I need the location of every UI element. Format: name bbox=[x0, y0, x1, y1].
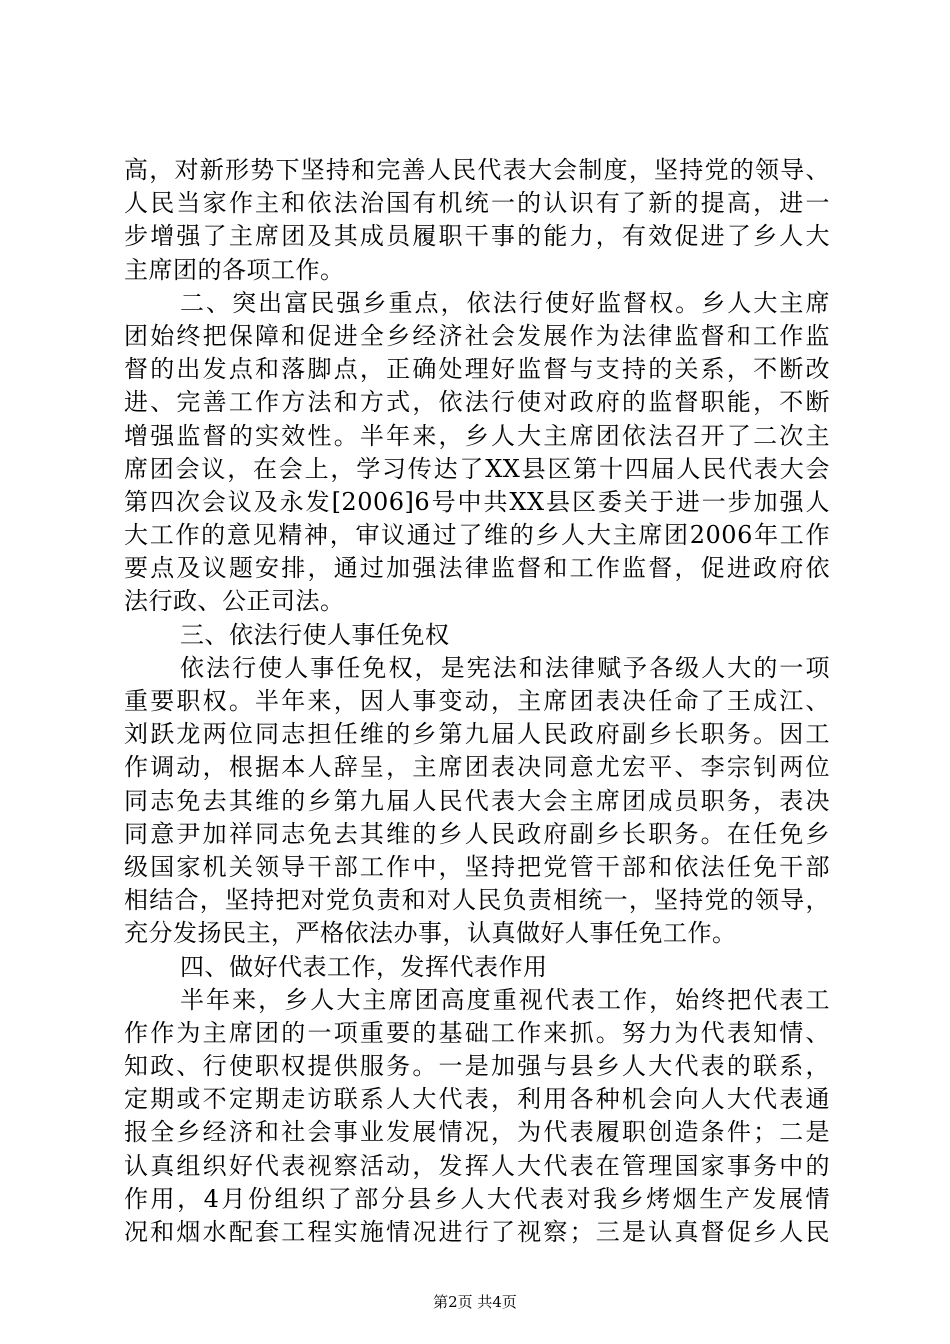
text-line: 级国家机关领导干部工作中，坚持把党管干部和依法任免干部 bbox=[124, 852, 830, 881]
text-line: 团始终把保障和促进全乡经济社会发展作为法律监督和工作监 bbox=[124, 321, 830, 350]
text-line: 充分发扬民主，严格依法办事，认真做好人事任免工作。 bbox=[124, 919, 737, 948]
text-line: 况和烟水配套工程实施情况进行了视察；三是认真督促乡人民 bbox=[124, 1218, 830, 1246]
text-line: 步增强了主席团及其成员履职干事的能力，有效促进了乡人大 bbox=[124, 222, 830, 251]
text-line: 报全乡经济和社会事业发展情况，为代表履职创造条件；二是 bbox=[124, 1118, 830, 1147]
text-line: 作作为主席团的一项重要的基础工作来抓。努力为代表知情、 bbox=[124, 1018, 830, 1047]
text-line: 高，对新形势下坚持和完善人民代表大会制度，坚持党的领导、 bbox=[124, 156, 830, 184]
text-line: 作用，4月份组织了部分县乡人大代表对我乡烤烟生产发展情 bbox=[124, 1184, 830, 1213]
text-line: 三、依法行使人事任免权 bbox=[180, 620, 450, 649]
text-line: 重要职权。半年来，因人事变动，主席团表决任命了王成江、 bbox=[124, 687, 830, 715]
text-line: 同志免去其维的乡第九届人民代表大会主席团成员职务，表决 bbox=[124, 786, 830, 815]
text-line: 认真组织好代表视察活动，发挥人大代表在管理国家事务中的 bbox=[124, 1151, 830, 1180]
text-line: 法行政、公正司法。 bbox=[124, 587, 345, 616]
text-line: 进、完善工作方法和方式，依法行使对政府的监督职能，不断 bbox=[124, 388, 830, 417]
text-line: 半年来，乡人大主席团高度重视代表工作，始终把代表工 bbox=[180, 985, 830, 1014]
text-line: 席团会议，在会上，学习传达了XX县区第十四届人民代表大会 bbox=[124, 454, 830, 483]
text-line: 依法行使人事任免权，是宪法和法律赋予各级人大的一项 bbox=[180, 653, 830, 682]
text-line: 要点及议题安排，通过加强法律监督和工作监督，促进政府依 bbox=[124, 554, 830, 583]
text-line: 第四次会议及永发[2006]6号中共XX县区委关于进一步加强人 bbox=[124, 487, 830, 516]
page-footer bbox=[0, 1292, 950, 1312]
text-line: 主席团的各项工作。 bbox=[124, 255, 345, 284]
text-line: 定期或不定期走访联系人大代表，利用各种机会向人大代表通 bbox=[124, 1085, 830, 1114]
text-line: 知政、行使职权提供服务。一是加强与县乡人大代表的联系， bbox=[124, 1052, 830, 1081]
text-line: 人民当家作主和依法治国有机统一的认识有了新的提高，进一 bbox=[124, 189, 830, 218]
text-line: 二、突出富民强乡重点，依法行使好监督权。乡人大主席 bbox=[180, 288, 830, 317]
text-line: 作调动，根据本人辞呈，主席团表决同意尤宏平、李宗钊两位 bbox=[124, 753, 830, 782]
document-body bbox=[124, 154, 830, 1249]
text-line: 大工作的意见精神，审议通过了维的乡人大主席团2006年工作 bbox=[124, 521, 830, 550]
page-number: 第2页 共4页 bbox=[433, 1293, 517, 1311]
text-line: 督的出发点和落脚点，正确处理好监督与支持的关系，不断改 bbox=[124, 355, 830, 384]
text-line: 同意尹加祥同志免去其维的乡人民政府副乡长职务。在任免乡 bbox=[124, 819, 830, 848]
text-line: 相结合，坚持把对党负责和对人民负责相统一，坚持党的领导， bbox=[124, 886, 830, 915]
text-line: 刘跃龙两位同志担任维的乡第九届人民政府副乡长职务。因工 bbox=[124, 720, 830, 749]
text-line: 增强监督的实效性。半年来，乡人大主席团依法召开了二次主 bbox=[124, 421, 830, 450]
text-line: 四、做好代表工作，发挥代表作用 bbox=[180, 952, 548, 981]
